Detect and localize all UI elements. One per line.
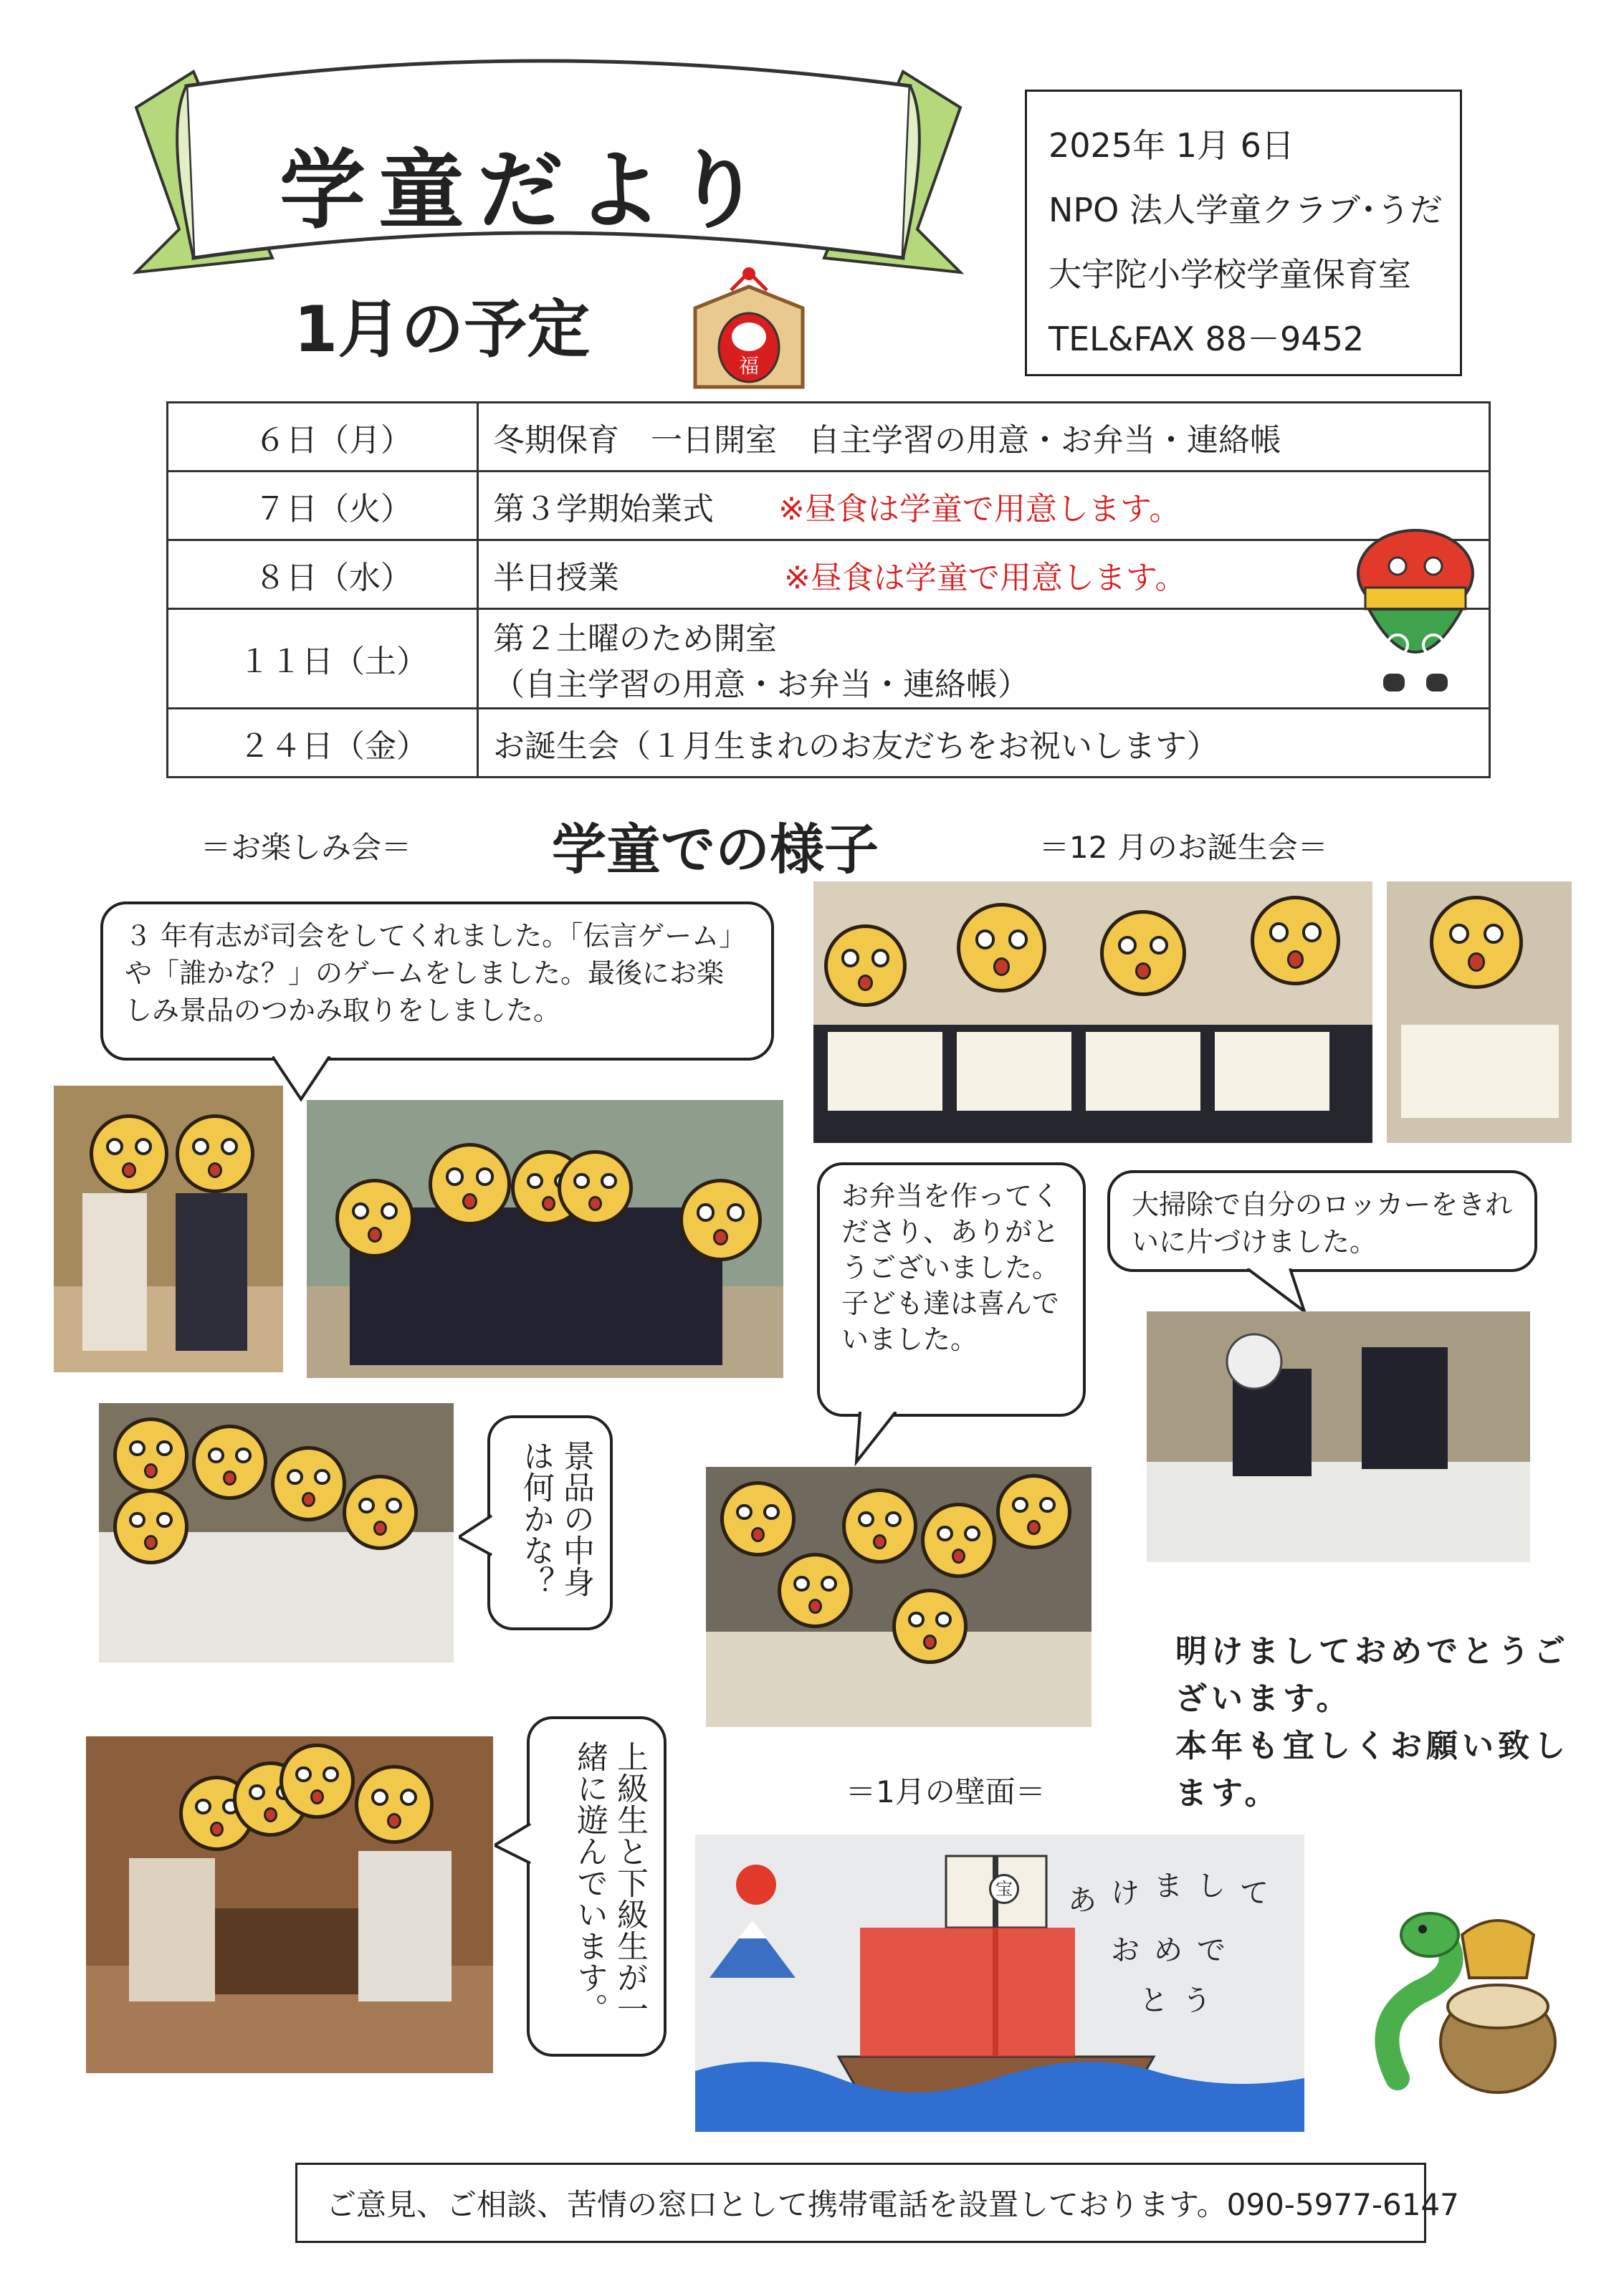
photo-group-tanoshimi: [307, 1100, 783, 1378]
face-sticker: [558, 1150, 633, 1225]
face-sticker: [921, 1503, 996, 1578]
table-row: [168, 403, 1490, 472]
bubble-tail: [272, 1056, 344, 1106]
photo-playing: [86, 1736, 493, 2073]
schedule-date: １１日（土）: [168, 609, 478, 709]
face-sticker: [720, 1481, 796, 1556]
speech-bubble-obento: お弁当を作ってくださり、ありがとうございました。子ども達は喜んでいました。: [817, 1162, 1086, 1417]
photo-cleaning: [1147, 1311, 1530, 1562]
issue-date: 2025年 1月 6日: [1049, 126, 1294, 165]
info-box: [1025, 90, 1462, 376]
location-name: 大宇陀小学校学童保育室: [1049, 255, 1411, 294]
page-subtitle: 1月の予定: [294, 292, 591, 366]
lion-dance-illustration: [1340, 523, 1491, 702]
phone-number: TEL&FAX 88－9452: [1049, 320, 1365, 358]
face-sticker: [271, 1446, 346, 1521]
section-tanoshimi: ＝お楽しみ会＝: [201, 830, 412, 865]
photo-prizes: [99, 1403, 454, 1663]
photo-birthday-single: [1387, 881, 1572, 1143]
face-sticker: [679, 1179, 762, 1261]
face-sticker: [176, 1114, 254, 1193]
section-birthday: ＝12 月のお誕生会＝: [1039, 830, 1328, 865]
section-wall: ＝1月の壁面＝: [846, 1774, 1046, 1809]
organization-name: NPO 法人学童クラブ･うだ: [1049, 191, 1443, 229]
face-sticker: [113, 1489, 188, 1564]
speech-bubble-keihin: 景品の中身は何かな？: [487, 1415, 613, 1630]
face-sticker: [280, 1743, 355, 1819]
face-sticker: [343, 1475, 418, 1550]
face-sticker: [192, 1425, 267, 1500]
face-sticker: [355, 1765, 434, 1844]
face-sticker: [335, 1179, 414, 1258]
photo-lunch: [706, 1467, 1092, 1727]
schedule-text: 冬期保育 一日開室 自主学習の用意・お弁当・連絡帳: [478, 403, 1490, 472]
bubble-tail: [853, 1412, 910, 1469]
new-year-greeting: 明けましておめでとうご ざいます。 本年も宜しくお願い致し ます。: [1175, 1633, 1570, 1812]
schedule-text: お誕生会（１月生まれのお友だちをお祝いします）: [478, 709, 1490, 778]
schedule-table: [166, 401, 1491, 778]
face-sticker: [824, 924, 907, 1007]
table-row: [168, 540, 1490, 609]
lunch-note: ※昼食は学童で用意します。: [778, 490, 1181, 527]
ema-label: 福: [738, 354, 760, 378]
face-sticker: [996, 1474, 1071, 1549]
speech-bubble-osouji: 大掃除で自分のロッカーをきれいに片づけました。: [1107, 1170, 1537, 1272]
face-sticker: [1430, 896, 1523, 989]
schedule-text: 第３学期始業式 ※昼食は学童で用意します。: [478, 472, 1490, 540]
schedule-text: 半日授業 ※昼食は学童で用意します。: [478, 540, 1490, 609]
section-title: 学童での様子: [552, 818, 879, 881]
schedule-date: ７日（火）: [168, 472, 478, 540]
face-sticker: [892, 1589, 968, 1664]
speech-bubble-asobi: 上級生と下級生が一緒に遊んでいます。: [527, 1716, 667, 2057]
face-sticker: [429, 1143, 511, 1225]
schedule-date: ２４日（金）: [168, 709, 478, 778]
bubble-tail: [459, 1512, 495, 1562]
table-row: [168, 609, 1490, 709]
face-sticker: [90, 1114, 168, 1193]
page-title: 学童だより: [280, 141, 774, 241]
photo-wall-display: [695, 1835, 1304, 2132]
footer-contact: ご意見、ご相談、苦情の窓口として携帯電話を設置しております。090-5977-6147: [295, 2163, 1426, 2243]
ema-icon: [681, 265, 817, 394]
face-sticker: [1100, 910, 1186, 996]
lunch-note: ※昼食は学童で用意します。: [784, 559, 1187, 596]
face-sticker: [778, 1553, 853, 1628]
photo-birthday-group: [813, 881, 1372, 1143]
speech-bubble-tanoshimi: ３ 年有志が司会をしてくれました。「伝言ゲーム」や「誰かな？」のゲームをしました。最後にお楽しみ景品のつかみ取りをしました。: [100, 901, 774, 1061]
schedule-text: 第２土曜のため開室 （自主学習の用意・お弁当・連絡帳）: [478, 609, 1490, 709]
face-sticker: [1251, 896, 1340, 985]
schedule-date: ８日（水）: [168, 540, 478, 609]
table-row: [168, 472, 1490, 540]
snake-illustration: [1355, 1892, 1570, 2121]
bubble-tail: [495, 1820, 534, 1870]
sail-label: 宝: [989, 1874, 1019, 1904]
table-row: [168, 709, 1490, 778]
wall-letters: あ け ま し て お め で と う: [1068, 1870, 1269, 2017]
photo-presenters: [54, 1086, 283, 1372]
face-sticker: [113, 1417, 188, 1493]
schedule-date: ６日（月）: [168, 403, 478, 472]
face-sticker: [842, 1488, 917, 1564]
face-sticker: [957, 903, 1046, 992]
